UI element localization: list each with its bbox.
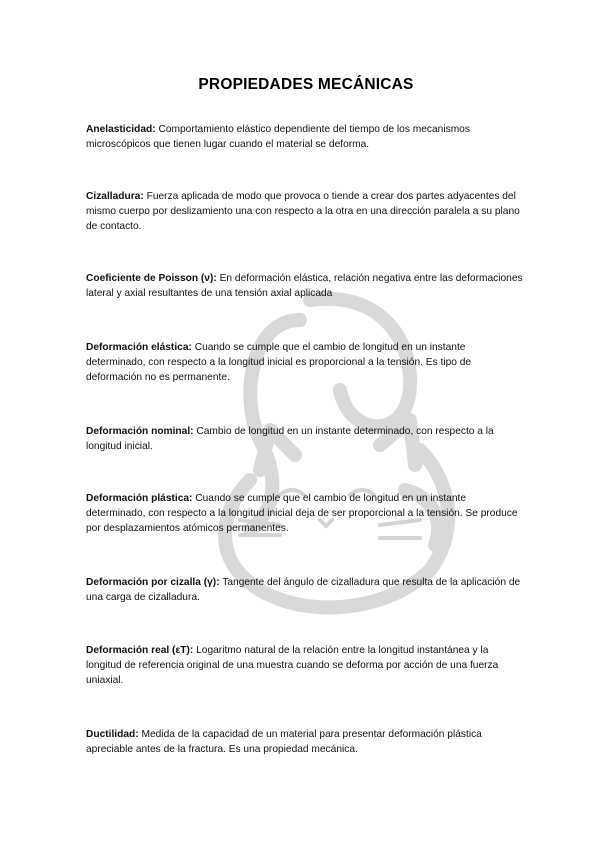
term-label: Coeficiente de Poisson (ν): [86,273,217,284]
definition-entry-anelasticidad [86,122,526,152]
term-label: Deformación elástica: [86,342,192,353]
definition-entry-deformacion-elastica [86,340,526,385]
term-definition: Comportamiento elástico dependiente del tiempo de los mecanismos microscópicos que tienen lugar cuando el material se deforma. [86,124,470,150]
term-definition: Tangente del ángulo de cizalladura que resulta de la aplicación de una carga de cizalladura. [86,577,521,603]
term-label: Deformación real (εT): [86,645,194,656]
term-label: Ductilidad: [86,729,139,740]
definition-entry-ductilidad [86,727,526,757]
term-label: Deformación por cizalla (γ): [86,577,220,588]
term-definition: Cambio de longitud en un instante determinado, con respecto a la longitud inicial. [86,426,494,452]
page-title: PROPIEDADES MECÁNICAS [198,76,414,93]
term-label: Cizalladura: [86,191,144,202]
term-definition: Medida de la capacidad de un material para presentar deformación plástica apreciable antes de la fractura. Es una propiedad mecánica. [86,729,482,755]
definition-entry-deformacion-plastica [86,491,526,536]
term-label: Anelasticidad: [86,124,156,135]
term-definition: Fuerza aplicada de modo que provoca o tiende a crear dos partes adyacentes del mismo cuerpo por deslizamiento una con respecto a la otra en una dirección paralela a su plano de contacto. [86,191,520,232]
definition-entry-deformacion-cizalla [86,575,526,605]
definition-entry-deformacion-nominal [86,424,526,454]
definition-entry-deformacion-real [86,643,526,688]
term-definition: En deformación elástica, relación negativa entre las deformaciones lateral y axial resultantes de una tensión axial aplicada [86,273,523,299]
term-label: Deformación plástica: [86,493,193,504]
term-definition: Cuando se cumple que el cambio de longitud en un instante determinado, con respecto a la longitud inicial es proporcional a la tensión. Es tipo de deformación no es permanente. [86,342,472,383]
term-definition: Cuando se cumple que el cambio de longitud en un instante determinado, con respecto a la longitud inicial deja de ser proporcional a la tensión. Se produce por desplazamientos atómicos permanentes. [86,493,518,534]
definition-entry-cizalladura [86,189,526,234]
term-definition: Logaritmo natural de la relación entre la longitud instantánea y la longitud de referencia original de una muestra cuando se deforma por acción de una fuerza uniaxial. [86,645,499,686]
definition-entry-coeficiente-poisson [86,271,526,301]
term-label: Deformación nominal: [86,426,194,437]
